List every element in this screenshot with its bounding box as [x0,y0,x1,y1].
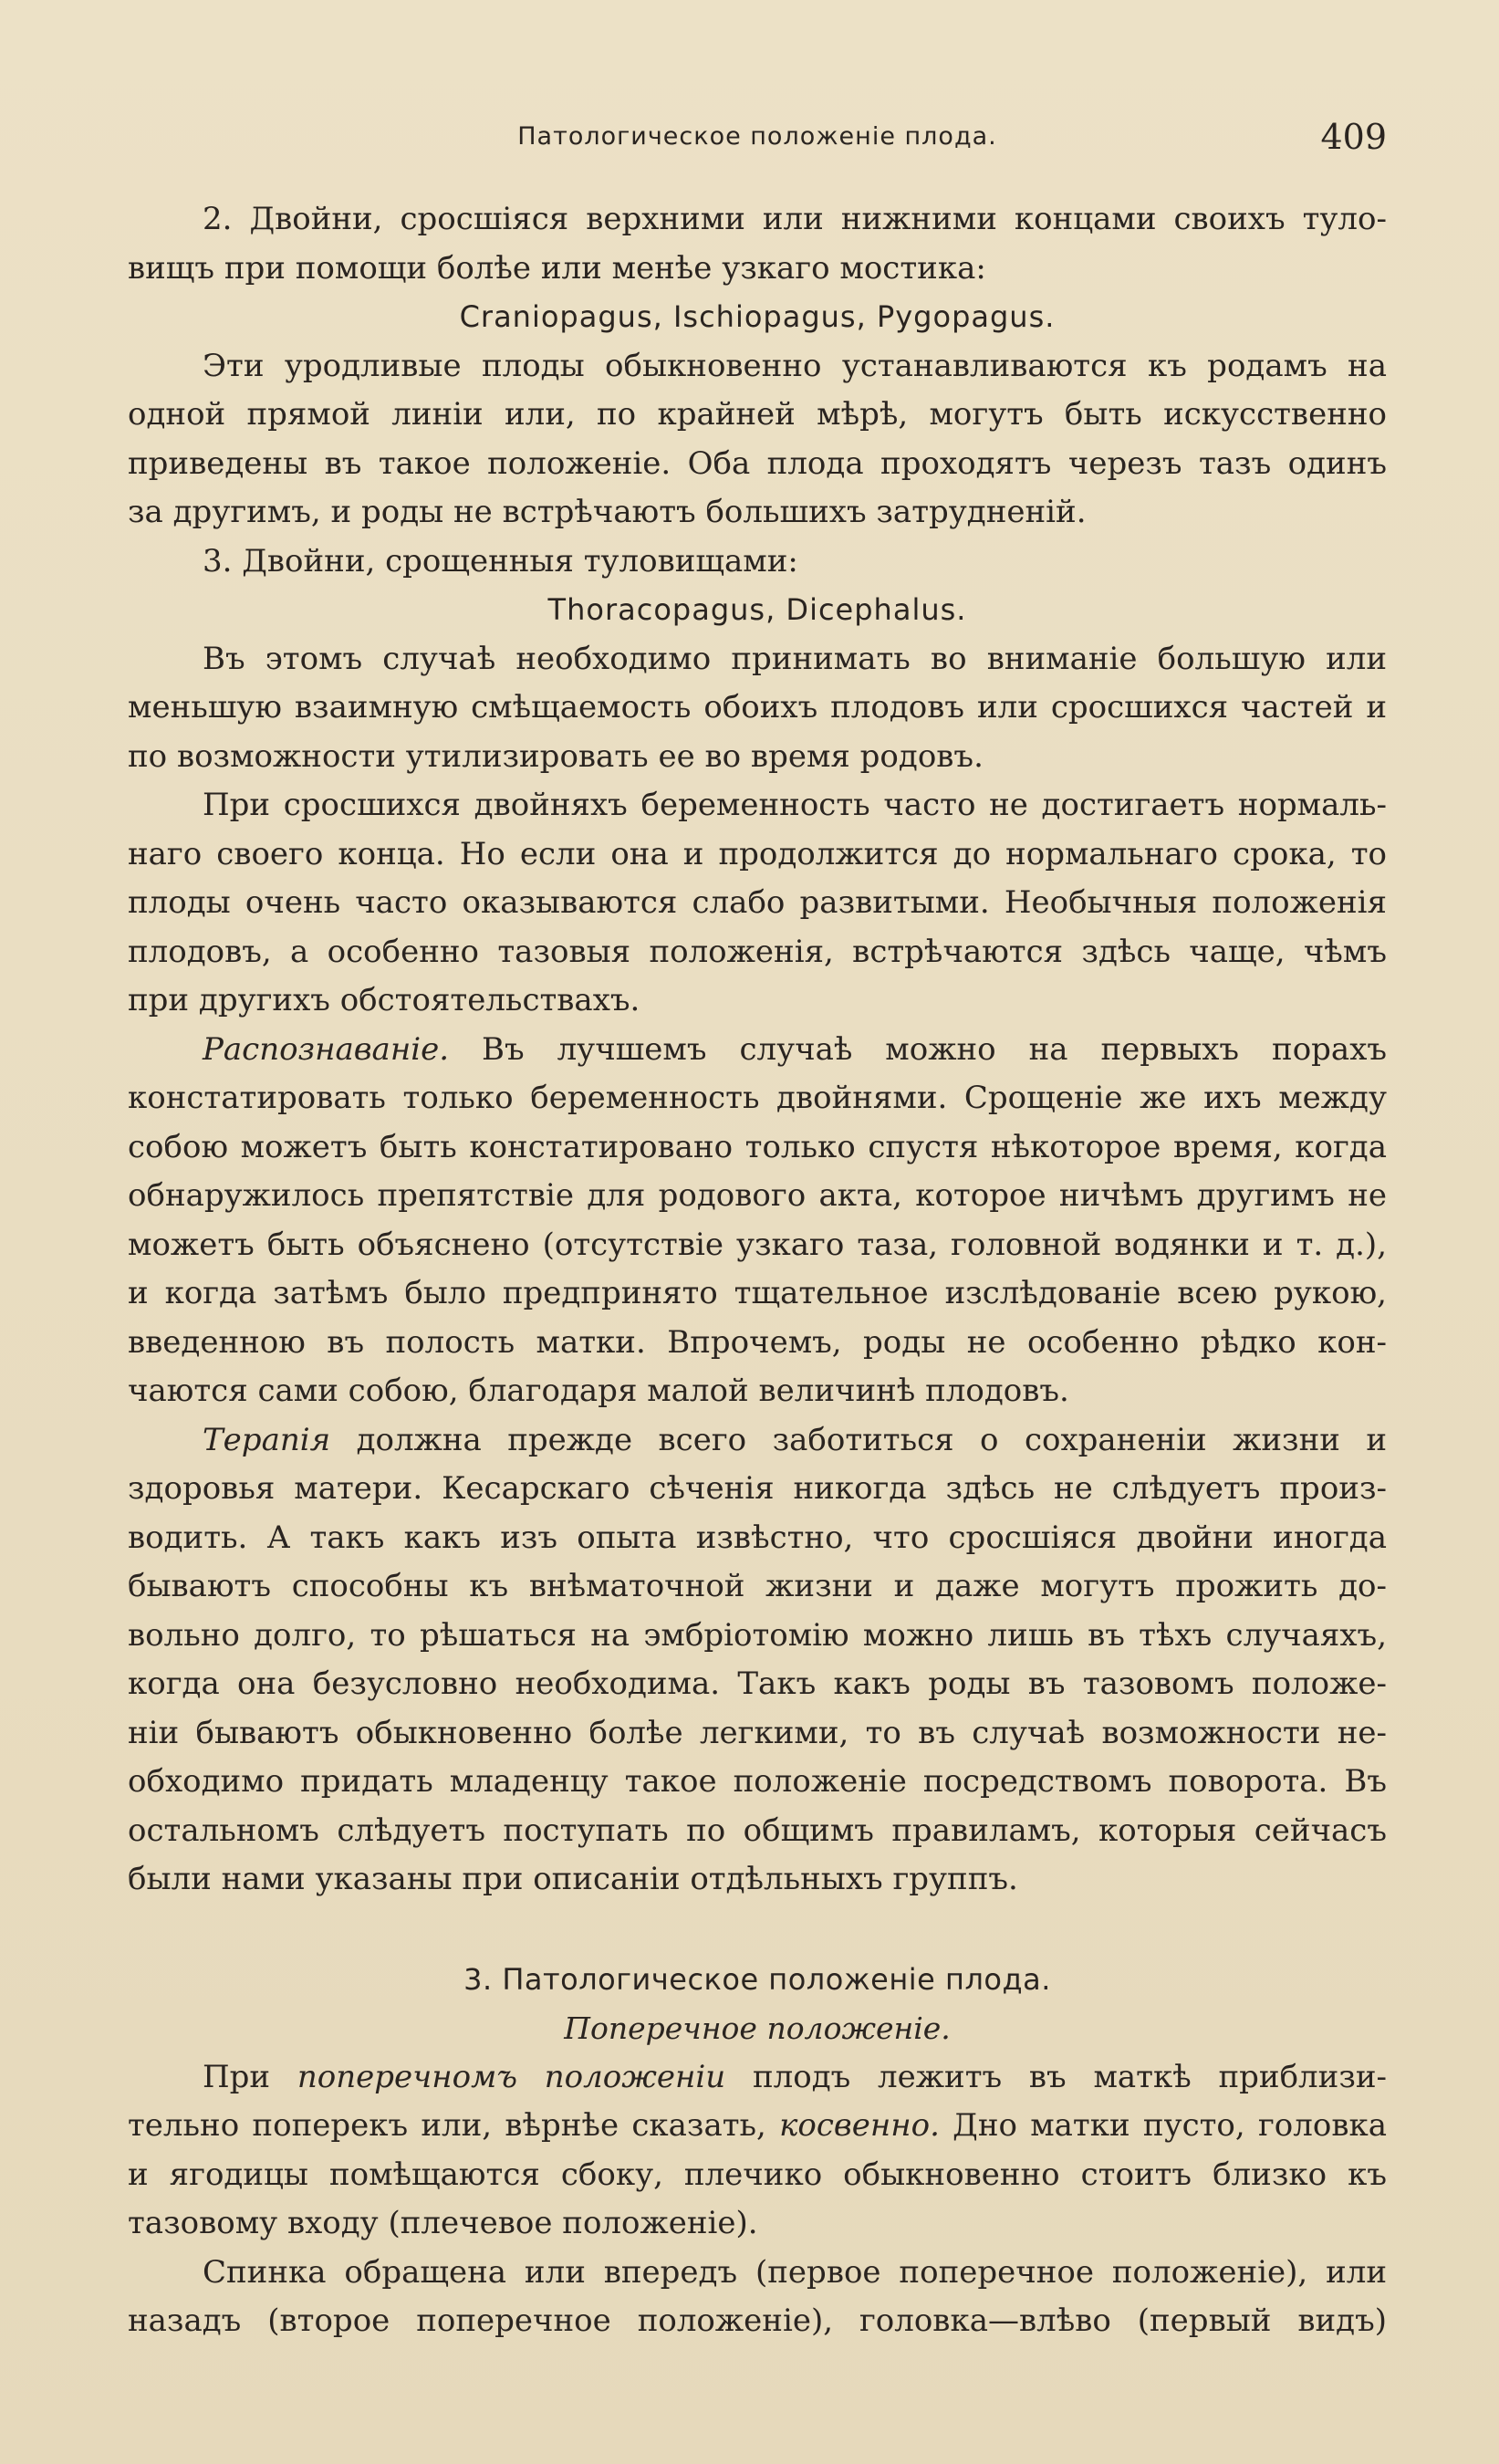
text-line: по возможности утилизировать ее во время родовъ. [128,737,984,775]
text-line: ніи бываютъ обыкновенно болѣе легкими, то въ случаѣ возможности не- [128,1714,1387,1751]
text-span: плодъ лежитъ въ маткѣ приблизи- [725,2058,1387,2095]
italic-term-transverse-position: поперечномъ положеніи [297,2058,726,2095]
text-line: Эти уродливые плоды обыкновенно устанавливаются къ родамъ на [203,347,1387,384]
latin-terms-line: Thoracopagus, Dicephalus. [547,592,967,627]
text-line: меньшую взаимную смѣщаемость обоихъ плодовъ или сросшихся частей и [128,689,1387,726]
italic-term-obliquely: косвенно. [779,2107,940,2144]
text-line [128,1416,1387,1466]
text-line: водить. А такъ какъ изъ опыта извѣстно, что сросшіяся двойни иногда [128,1519,1387,1556]
text-line: 2. Двойни, сросшіяся верхними или нижними концами своихъ туло- [203,201,1387,237]
text-line: При сросшихся двойняхъ беременность часто не достигаетъ нормаль- [203,787,1387,823]
text-span: Въ лучшемъ случаѣ можно на первыхъ порахъ [449,1030,1387,1068]
running-head: Патологическое положеніе плода. [517,122,997,151]
text-line: плодовъ, а особенно тазовыя положенія, встрѣчаются здѣсь чаще, чѣмъ [128,933,1387,970]
text-line: здоровья матери. Кесарскаго сѣченія никогда здѣсь не слѣдуетъ произ- [128,1470,1387,1507]
text-line: и когда затѣмъ было предпринято тщательное изслѣдованіе всею рукою, [128,1275,1387,1311]
text-line: остальномъ слѣдуетъ поступать по общимъ правиламъ, которыя сейчасъ [128,1811,1387,1849]
text-line: назадъ (второе поперечное положеніе), головка—влѣво (первый видъ) [128,2302,1387,2339]
text-line: констатировать только беременность двойнями. Срощеніе же ихъ между [128,1080,1387,1116]
text-line [128,2053,1387,2103]
text-line: бываютъ способны къ внѣматочной жизни и даже могутъ прожить до- [128,1568,1387,1604]
text-span: При [203,2058,297,2095]
text-span: Дно матки пусто, головка [939,2107,1387,2144]
text-line: наго своего конца. Но если она и продолжится до нормальнаго срока, то [128,835,1387,872]
text-line: при другихъ обстоятельствахъ. [128,982,640,1018]
text-span: тельно поперекъ или, вѣрнѣе сказать, [128,2107,780,2144]
text-line: собою можетъ быть констатировано только спустя нѣкоторое время, когда [128,1128,1387,1165]
body-text [128,195,1387,2346]
text-line [128,2102,1387,2151]
text-line: и ягодицы помѣщаются сбоку, плечико обыкновенно стоитъ близко къ [128,2156,1387,2193]
text-line: когда она безусловно необходима. Такъ какъ роды въ тазовомъ положе- [128,1665,1387,1702]
text-line: были нами указаны при описаніи отдѣльныхъ группъ. [128,1861,1018,1897]
text-line: Спинка обращена или впередъ (первое поперечное положеніе), или [203,2253,1387,2291]
text-line: 3. Двойни, срощенныя туловищами: [203,542,798,579]
page-header [128,117,1387,157]
text-line: плоды очень часто оказываются слабо развитыми. Необычныя положенія [128,884,1387,921]
section-subtitle: Поперечное положеніе. [564,2010,951,2046]
text-line: одной прямой линіи или, по крайней мѣрѣ, могутъ быть искусственно [128,396,1387,433]
text-line: обнаружилось препятствіе для родового акта, которое ничѣмъ другимъ не [128,1177,1387,1214]
page-number: 409 [1320,117,1387,157]
text-line [128,1026,1387,1075]
text-line: можетъ быть объяснено (отсутствіе узкаго таза, головной водянки и т. д.), [128,1226,1387,1263]
latin-terms-line: Craniopagus, Ischiopagus, Pygopagus. [459,299,1056,334]
text-line: вольно долго, то рѣшаться на эмбріотомію можно лишь въ тѣхъ случаяхъ, [128,1616,1387,1654]
text-span: должна прежде всего заботиться о сохраненіи жизни и [330,1421,1387,1458]
text-line: обходимо придать младенцу такое положеніе посредствомъ поворота. Въ [128,1763,1387,1800]
text-line: введенною въ полость матки. Впрочемъ, роды не особенно рѣдко кон- [128,1323,1387,1361]
text-line: тазовому входу (плечевое положеніе). [128,2205,758,2241]
italic-term-diagnosis: Распознаваніе. [203,1030,450,1068]
text-line: за другимъ, и роды не встрѣчаютъ большихъ затрудненій. [128,494,1087,530]
text-line: Въ этомъ случаѣ необходимо принимать во вниманіе большую или [203,640,1387,677]
text-line: чаются сами собою, благодаря малой величинѣ плодовъ. [128,1373,1069,1409]
section-gap [128,1905,1387,1956]
section-title: 3. Патологическое положеніе плода. [463,1961,1051,1997]
text-line: вищъ при помощи болѣе или менѣе узкаго мостика: [128,249,986,287]
text-line: приведены въ такое положеніе. Оба плода проходятъ черезъ тазъ одинъ [128,444,1387,482]
italic-term-therapy: Терапія [203,1421,331,1458]
